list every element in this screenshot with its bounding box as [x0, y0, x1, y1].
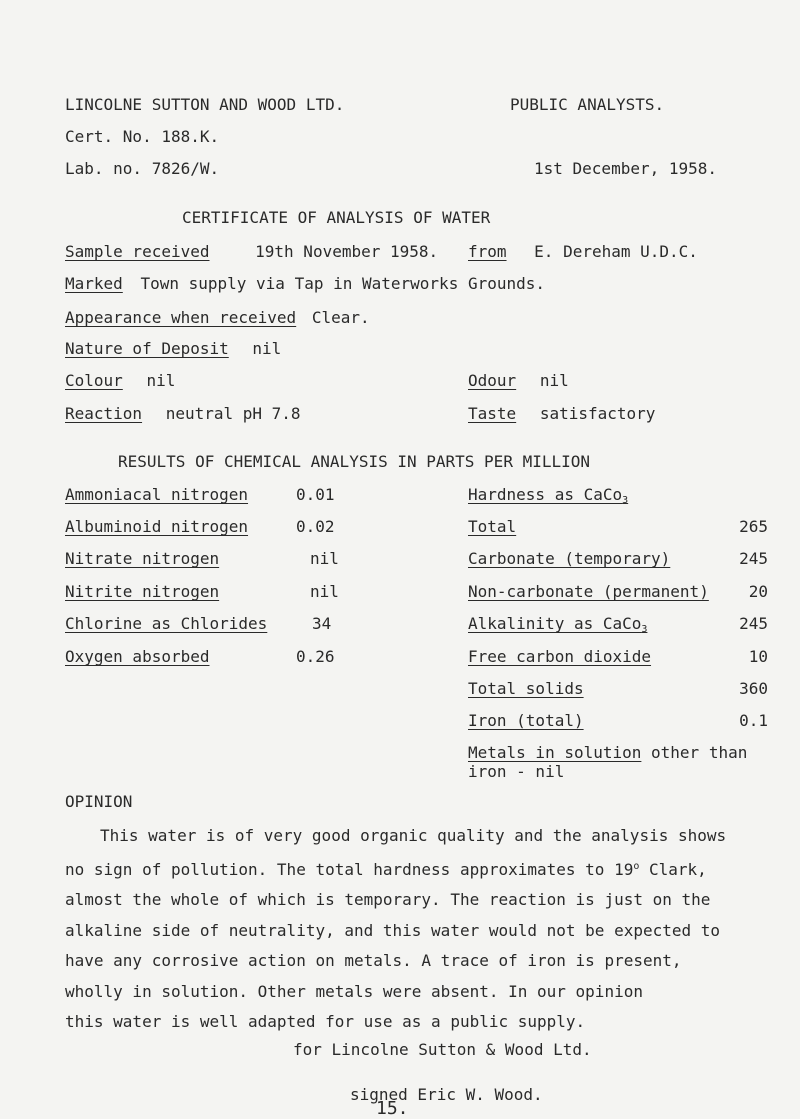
result-value: 265: [739, 517, 768, 536]
hardness-heading: Hardness as CaCo$_3$: [468, 485, 629, 506]
result-value: nil: [310, 549, 339, 568]
reaction-row: [65, 404, 301, 423]
cert-number: Cert. No. 188.K.: [65, 127, 220, 146]
result-value: 34: [312, 614, 332, 633]
lab-number: Lab. no. 7826/W.: [65, 159, 220, 178]
firm-role: PUBLIC ANALYSTS.: [510, 95, 665, 114]
opinion-line: wholly in solution. Other metals were absent. In our opinion: [65, 981, 643, 1001]
result-value: 245: [739, 549, 768, 568]
taste-value: satisfactory: [539, 404, 656, 423]
degree-symbol: o: [633, 860, 640, 872]
sample-from-label: from: [468, 242, 507, 261]
reaction-value: neutral pH 7.8: [165, 404, 301, 423]
colour-row: [65, 371, 175, 390]
taste-label: Taste: [468, 404, 517, 423]
result-label: Nitrite nitrogen: [65, 582, 220, 601]
opinion-line: Clark,: [639, 859, 707, 879]
marked-label: Marked: [65, 274, 123, 293]
opinion-line: almost the whole of which is temporary. The reaction is just on the: [65, 890, 711, 909]
odour-label: Odour: [468, 371, 517, 390]
results-heading: RESULTS OF CHEMICAL ANALYSIS IN PARTS PER MILLION: [118, 452, 591, 471]
marked-value: Town supply via Tap in Waterworks Grounds.: [140, 274, 546, 293]
result-label: Carbonate (temporary): [468, 549, 671, 568]
odour-row: [468, 371, 569, 390]
result-value: nil: [310, 582, 339, 601]
opinion-line: This water is of very good organic quality and the analysis shows: [100, 826, 727, 845]
marked-row: [65, 274, 545, 293]
result-value: 20: [748, 582, 768, 601]
opinion-line: have any corrosive action on metals. A trace of iron is present,: [65, 951, 682, 970]
result-value: 245: [739, 614, 768, 633]
result-label: Alkalinity as CaCo$_3$: [468, 614, 648, 635]
taste-row: [468, 404, 655, 423]
deposit-value: nil: [252, 339, 282, 358]
result-label: Total: [468, 517, 517, 536]
deposit-row: [65, 339, 281, 358]
result-value: 0.01: [296, 485, 335, 504]
sample-received-row: [65, 242, 438, 261]
metals-rest: other than: [641, 743, 748, 762]
sample-received-label: Sample received: [65, 242, 210, 261]
page-number: 15.: [376, 1098, 409, 1119]
result-value: 360: [739, 679, 768, 698]
firm-name: LINCOLNE SUTTON AND WOOD LTD.: [65, 95, 345, 114]
result-value: 10: [748, 647, 768, 666]
sample-received-value: 19th November 1958.: [255, 242, 439, 261]
result-value: 0.1: [739, 711, 768, 730]
result-label: Free carbon dioxide: [468, 647, 652, 666]
result-value: 0.26: [296, 647, 335, 666]
opinion-line: this water is well adapted for use as a public supply.: [65, 1012, 586, 1031]
sample-from-row: [468, 242, 698, 261]
appearance-row: [65, 308, 370, 327]
result-label: Non-carbonate (permanent): [468, 582, 709, 601]
report-date: 1st December, 1958.: [534, 159, 718, 178]
colour-value: nil: [146, 371, 176, 390]
deposit-label: Nature of Deposit: [65, 339, 229, 358]
result-label: Total solids: [468, 679, 584, 698]
result-label: Chlorine as Chlorides: [65, 614, 268, 633]
result-label: Oxygen absorbed: [65, 647, 210, 666]
result-value: 0.02: [296, 517, 335, 536]
odour-value: nil: [539, 371, 569, 390]
appearance-label: Appearance when received: [65, 308, 297, 327]
result-label: Nitrate nitrogen: [65, 549, 220, 568]
opinion-paragraph: [65, 821, 745, 1038]
metals-label: Metals in solution: [468, 743, 642, 762]
sample-from-value: E. Dereham U.D.C.: [534, 242, 698, 261]
result-label: Albuminoid nitrogen: [65, 517, 249, 536]
colour-label: Colour: [65, 371, 123, 390]
opinion-line: alkaline side of neutrality, and this water would not be expected to: [65, 920, 721, 940]
opinion-heading: OPINION: [65, 792, 133, 811]
metals-line2: iron - nil: [468, 762, 565, 781]
metals-row: [468, 743, 747, 762]
signed-line: signed Eric W. Wood.: [350, 1085, 543, 1104]
document-title: CERTIFICATE OF ANALYSIS OF WATER: [182, 208, 491, 227]
result-label: Ammoniacal nitrogen: [65, 485, 249, 504]
appearance-value: Clear.: [311, 308, 370, 327]
opinion-line: no sign of pollution. The total hardness approximates to 19: [65, 859, 634, 879]
reaction-label: Reaction: [65, 404, 143, 423]
result-label: Iron (total): [468, 711, 584, 730]
for-line: for Lincolne Sutton & Wood Ltd.: [293, 1040, 592, 1059]
